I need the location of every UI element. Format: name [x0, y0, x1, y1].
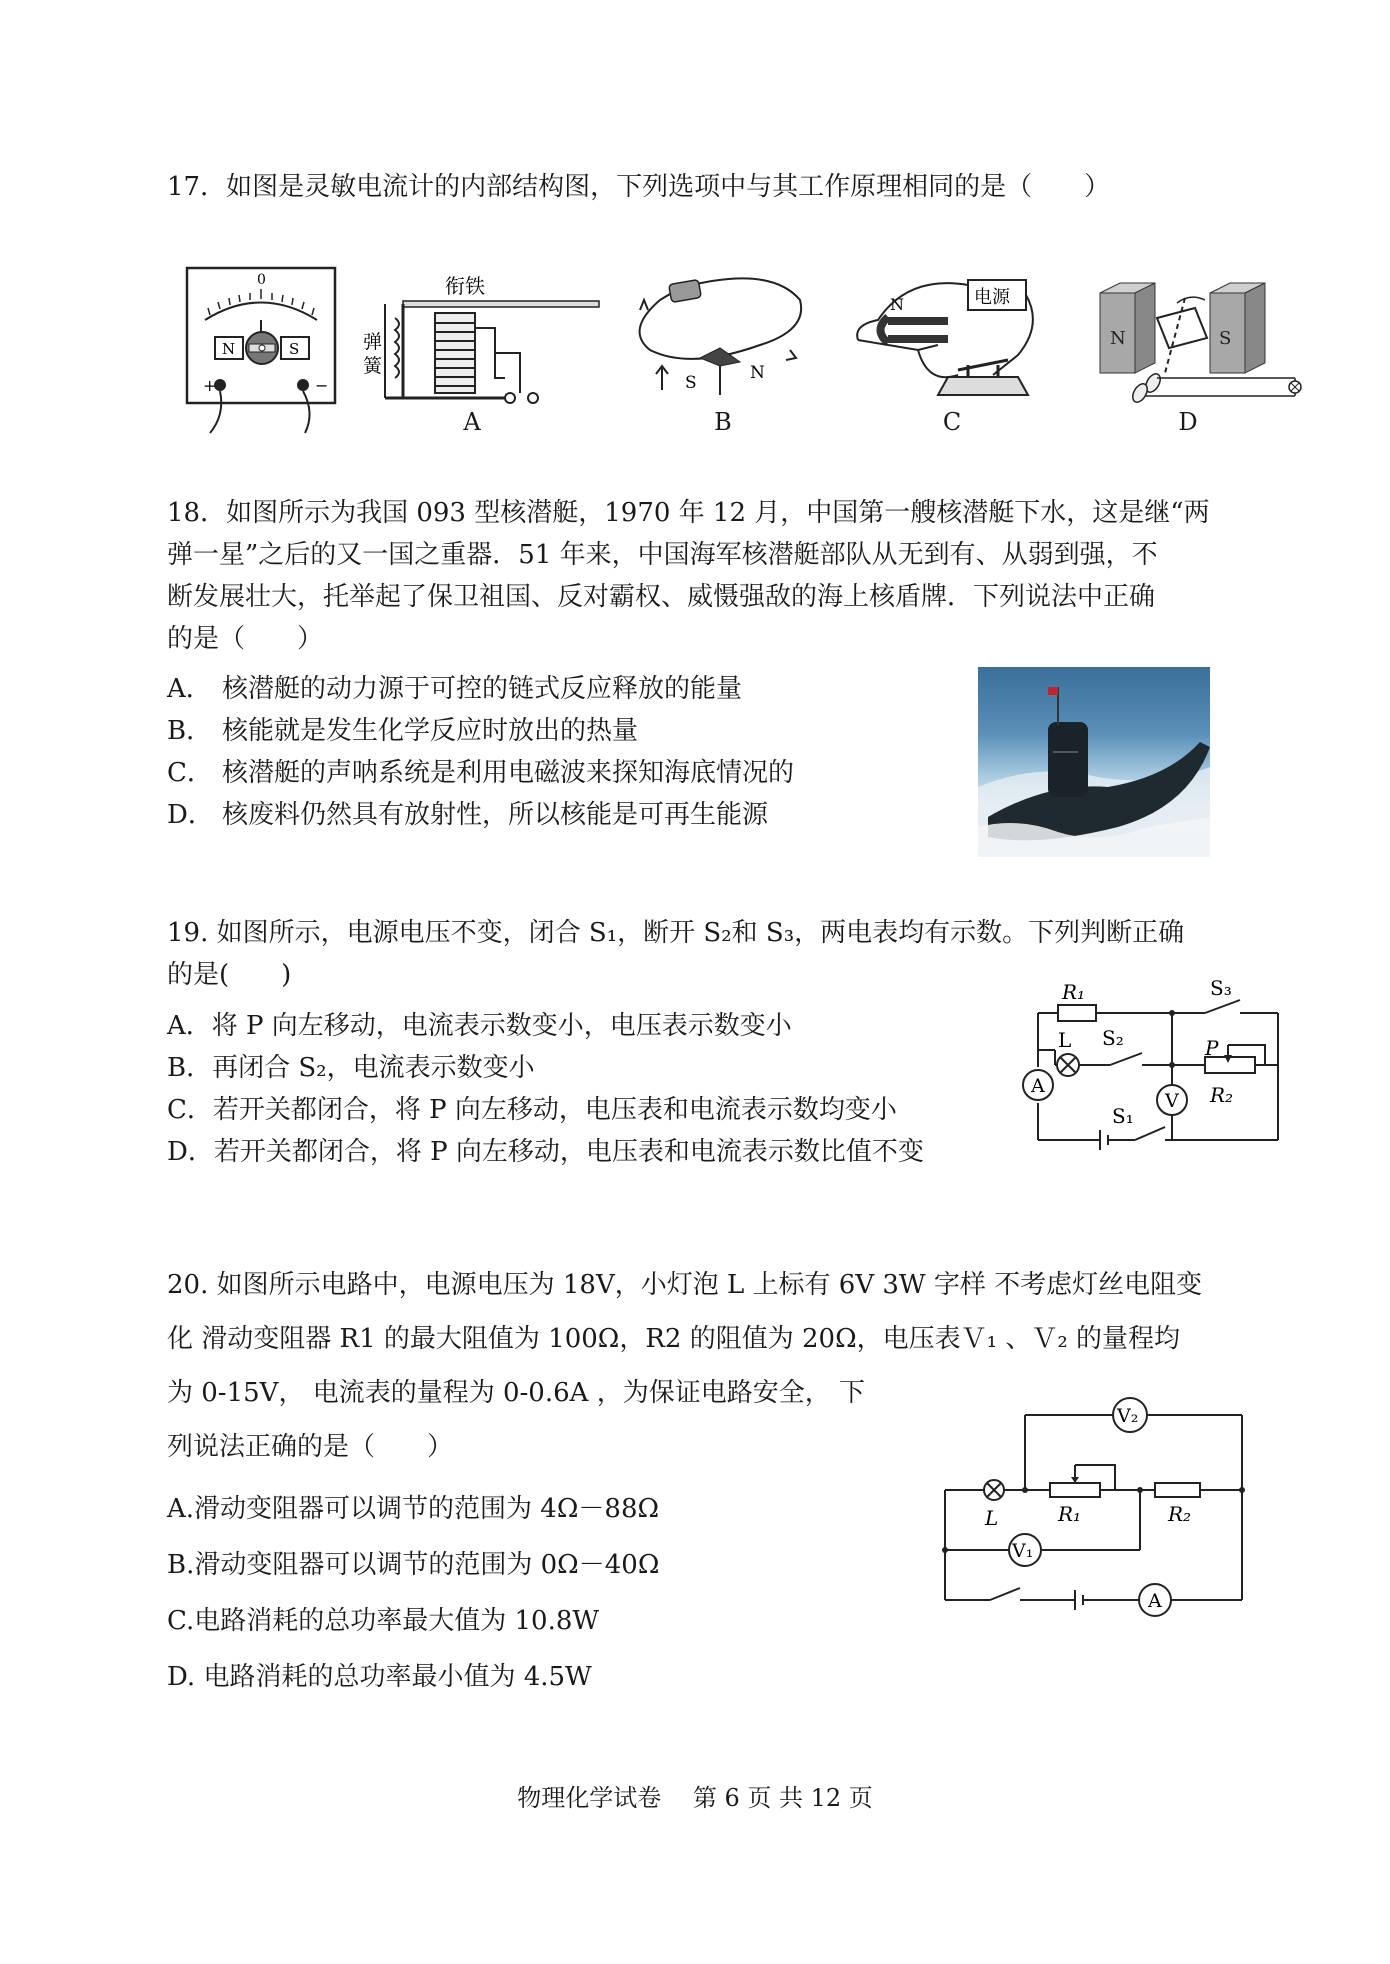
option-key: B． — [167, 716, 213, 746]
option-d-label: D — [1178, 408, 1198, 436]
v2-symbol: V₂ — [1117, 1405, 1139, 1427]
q20-line-3: 为 0-15V， 电流表的量程为 0-0.6A ，为保证电路安全， 下 — [167, 1378, 865, 1408]
submarine-photo — [978, 667, 1210, 857]
q20-line-1: 20. 如图所示电路中，电源电压为 18V，小灯泡 L 上标有 6V 3W 字样 不考虑灯丝电阻变 — [167, 1270, 1203, 1300]
v1-symbol: V₁ — [1012, 1540, 1034, 1562]
generator-figure-d — [1095, 278, 1310, 413]
oersted-figure-b — [630, 270, 815, 400]
option-text: 核废料仍然具有放射性，所以核能是可再生能源 — [222, 800, 769, 830]
q20-option-b: B.滑动变阻器可以调节的范围为 0Ω－40Ω — [167, 1550, 660, 1580]
meter-plus-label: + — [203, 376, 217, 395]
armature-label: 衔铁 — [445, 274, 485, 298]
q18-line-4: 的是（ ） — [167, 624, 324, 654]
spring-label-2: 簧 — [363, 355, 383, 377]
q19-circuit-diagram — [1000, 975, 1300, 1165]
q19-option-a: A．将 P 向左移动，电流表示数变小，电压表示数变小 — [167, 1011, 792, 1041]
lamp-label: L — [1058, 1028, 1072, 1052]
q20-line-4: 列说法正确的是（ ） — [167, 1432, 454, 1462]
q18-option-d — [167, 794, 768, 831]
s2-label: S₂ — [1102, 1026, 1124, 1050]
q20-option-a: A.滑动变阻器可以调节的范围为 4Ω－88Ω — [167, 1494, 660, 1524]
galvanometer-figure — [185, 265, 340, 435]
q17-stem: 17．如图是灵敏电流计的内部结构图，下列选项中与其工作原理相同的是（ ） — [167, 172, 1111, 202]
meter-minus-label: − — [315, 376, 329, 395]
q20-circuit-diagram — [925, 1385, 1255, 1625]
option-key: A． — [167, 674, 212, 704]
relay-figure-a — [355, 268, 605, 418]
option-b-label: B — [714, 408, 732, 436]
q20-option-d: D. 电路消耗的总功率最小值为 4.5W — [167, 1662, 592, 1692]
option-c-label: C — [942, 408, 962, 436]
q19-line-1: 19. 如图所示，电源电压不变，闭合 S₁，断开 S₂和 S₃，两电表均有示数。下列判断正确 — [167, 918, 1185, 948]
lamp-label: L — [985, 1506, 999, 1530]
option-a-label: A — [463, 408, 481, 436]
r1-label: R₁ — [1062, 980, 1086, 1004]
meter-south-label: S — [289, 340, 300, 358]
compass-south-label: S — [685, 373, 697, 393]
r1-label: R₁ — [1058, 1502, 1082, 1526]
option-text: 核能就是发生化学反应时放出的热量 — [222, 716, 639, 746]
submarine-image — [978, 667, 1210, 857]
q18-option-c — [167, 752, 794, 789]
q20-line-2: 化 滑动变阻器 R1 的最大阻值为 100Ω，R2 的阻值为 20Ω，电压表Ｖ₁ 、Ｖ₂ 的量程均 — [167, 1324, 1181, 1354]
magnet-d-north-label: N — [1110, 328, 1126, 349]
meter-north-label: N — [222, 340, 236, 358]
q20-option-c: C.电路消耗的总功率最大值为 10.8W — [167, 1606, 600, 1636]
q19-option-c: C．若开关都闭合，将 P 向左移动，电压表和电流表示数均变小 — [167, 1095, 897, 1125]
ammeter-symbol: A — [1148, 1590, 1162, 1612]
spring-label-1: 弹 — [363, 331, 383, 353]
magnet-north-label: N — [890, 295, 904, 314]
option-text: 核潜艇的声呐系统是利用电磁波来探知海底情况的 — [222, 758, 795, 788]
power-source-label: 电源 — [974, 287, 1010, 308]
compass-north-label: N — [750, 363, 765, 383]
q19-line-2: 的是( ) — [167, 960, 292, 990]
q18-option-a — [167, 668, 742, 705]
r2-label: R₂ — [1210, 1083, 1234, 1107]
q19-option-b: B．再闭合 S₂，电流表示数变小 — [167, 1053, 535, 1083]
option-key: D． — [167, 800, 214, 830]
ammeter-symbol: A — [1031, 1075, 1045, 1097]
meter-zero-label: 0 — [257, 272, 266, 288]
q18-line-3: 断发展壮大，托举起了保卫祖国、反对霸权、威慑强敌的海上核盾牌．下列说法中正确 — [167, 582, 1156, 612]
s3-label: S₃ — [1210, 976, 1232, 1000]
voltmeter-symbol: V — [1165, 1090, 1179, 1112]
option-text: 核潜艇的动力源于可控的链式反应释放的能量 — [222, 674, 743, 704]
magnet-d-south-label: S — [1219, 328, 1232, 349]
r2-label: R₂ — [1168, 1502, 1192, 1526]
q18-line-1: 18．如图所示为我国 093 型核潜艇，1970 年 12 月，中国第一艘核潜艇下水，这是继“两 — [167, 498, 1210, 528]
q18-line-2: 弹一星”之后的又一国之重器．51 年来，中国海军核潜艇部队从无到有、从弱到强，不 — [167, 540, 1158, 570]
p-label: P — [1205, 1036, 1219, 1060]
page-footer: 物理化学试卷 第 6 页 共 12 页 — [517, 1784, 873, 1812]
option-key: C． — [167, 758, 213, 788]
motor-figure-c — [848, 265, 1048, 410]
q18-option-b — [167, 710, 638, 747]
s1-label: S₁ — [1112, 1104, 1134, 1128]
q19-option-d: D．若开关都闭合，将 P 向左移动，电压表和电流表示数比值不变 — [167, 1137, 924, 1167]
